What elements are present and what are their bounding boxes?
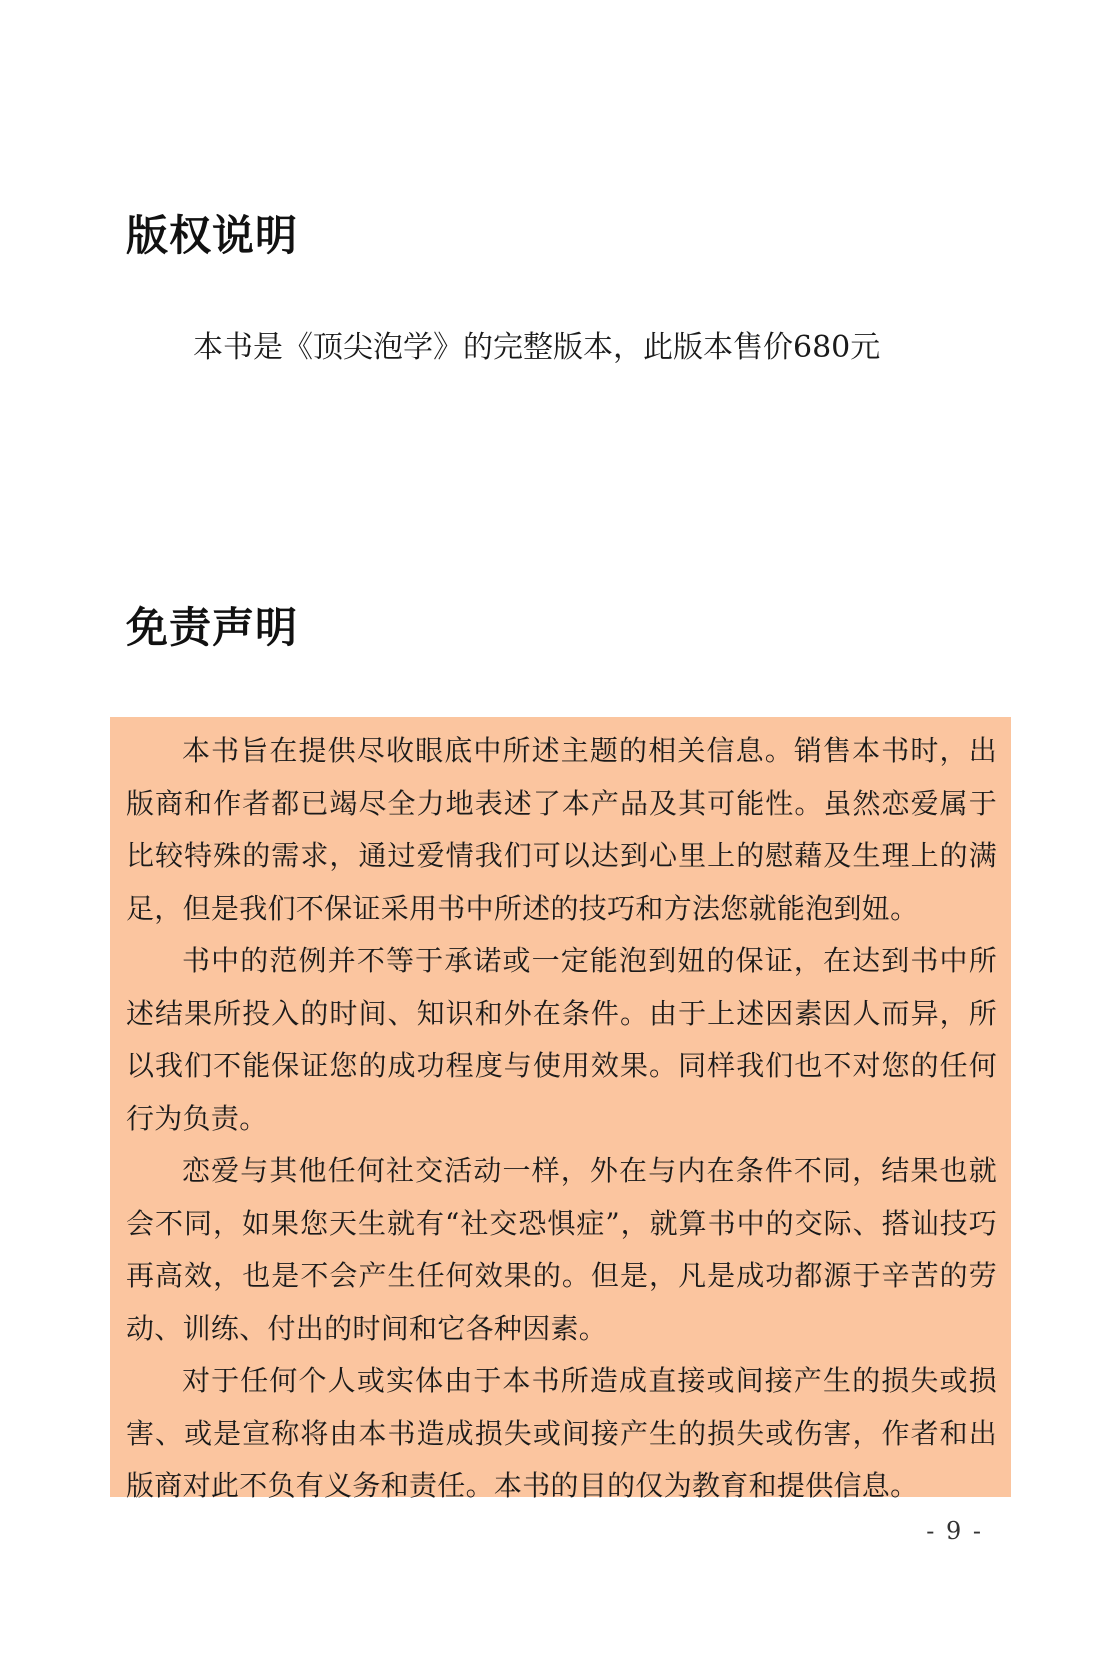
disclaimer-paragraph: 恋爱与其他任何社交活动一样，外在与内在条件不同，结果也就会不同，如果您天生就有“社交恐惧症”，就算书中的交际、搭讪技巧再高效，也是不会产生任何效果的。但是，凡是成功都源于辛苦的劳动、训练、付出的时间和它各种因素。 <box>126 1154 997 1345</box>
disclaimer-heading: 免责声明 <box>126 603 299 652</box>
copyright-statement: 本书是《顶尖泡学》的完整版本，此版本售价680元 <box>193 330 881 365</box>
disclaimer-box <box>110 717 1011 1502</box>
page-number: - 9 - <box>926 1517 983 1545</box>
disclaimer-paragraph: 本书旨在提供尽收眼底中所述主题的相关信息。销售本书时，出版商和作者都已竭尽全力地表述了本产品及其可能性。虽然恋爱属于比较特殊的需求，通过爱情我们可以达到心里上的慰藉及生理上的满足，但是我们不保证采用书中所述的技巧和方法您就能泡到妞。 <box>126 734 997 925</box>
copyright-heading: 版权说明 <box>126 211 299 260</box>
disclaimer-paragraph: 对于任何个人或实体由于本书所造成直接或间接产生的损失或损害、或是宣称将由本书造成损失或间接产生的损失或伤害，作者和出版商对此不负有义务和责任。本书的目的仅为教育和提供信息。 <box>126 1364 997 1502</box>
disclaimer-paragraph: 书中的范例并不等于承诺或一定能泡到妞的保证，在达到书中所述结果所投入的时间、知识和外在条件。由于上述因素因人而异，所以我们不能保证您的成功程度与使用效果。同样我们也不对您的任何行为负责。 <box>126 944 997 1135</box>
